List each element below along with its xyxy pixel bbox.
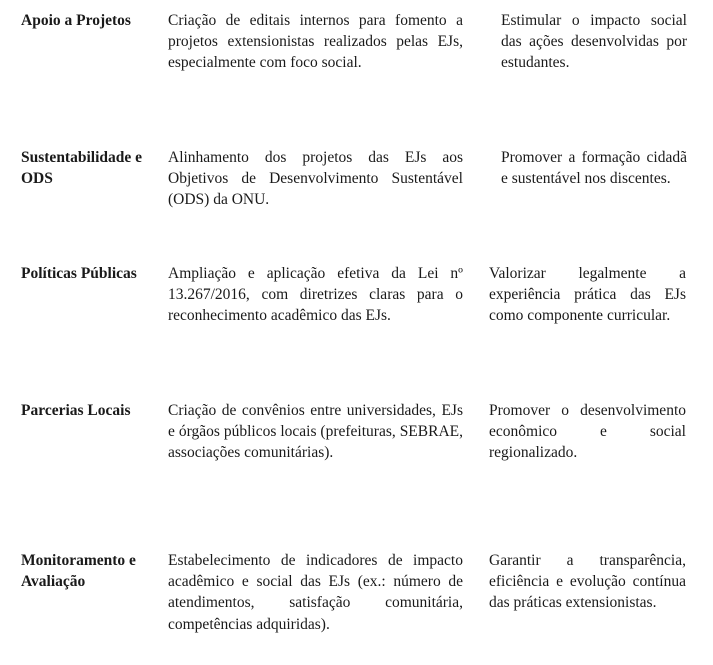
axis-cell: Apoio a Projetos: [21, 12, 131, 29]
proposal-cell: Criação de convênios entre universidades, EJs e órgãos públicos locais (prefeituras, SEBRAE, associações comunitárias).: [168, 402, 463, 462]
axis-cell: Parcerias Locais: [21, 402, 131, 419]
objective-cell: Estimular o impacto social das ações desenvolvidas por estudantes.: [501, 12, 687, 72]
proposal-cell: Estabelecimento de indicadores de impacto acadêmico e social das EJs (ex.: número de atendimentos, satisfação comunitária, competências adquiridas).: [168, 552, 463, 633]
axis-cell: Sustentabilidade e ODS: [21, 149, 143, 188]
objective-cell: Garantir a transparência, eficiência e evolução contínua das práticas extensionistas.: [489, 552, 686, 612]
proposal-cell: Alinhamento dos projetos das EJs aos Objetivos de Desenvolvimento Sustentável (ODS) da ONU.: [168, 149, 463, 209]
axis-cell: Políticas Públicas: [21, 265, 137, 282]
objective-cell: Valorizar legalmente a experiência prática das EJs como componente curricular.: [489, 265, 686, 325]
objective-cell: Promover o desenvolvimento econômico e social regionalizado.: [489, 402, 686, 462]
axis-cell: Monitoramento e Avaliação: [21, 552, 136, 591]
objective-cell: Promover a formação cidadã e sustentável nos discentes.: [501, 149, 687, 188]
proposal-cell: Ampliação e aplicação efetiva da Lei nº 13.267/2016, com diretrizes claras para o reconhecimento acadêmico das EJs.: [168, 265, 463, 325]
proposal-cell: Criação de editais internos para fomento a projetos extensionistas realizados pelas EJs, especialmente com foco social.: [168, 12, 463, 72]
